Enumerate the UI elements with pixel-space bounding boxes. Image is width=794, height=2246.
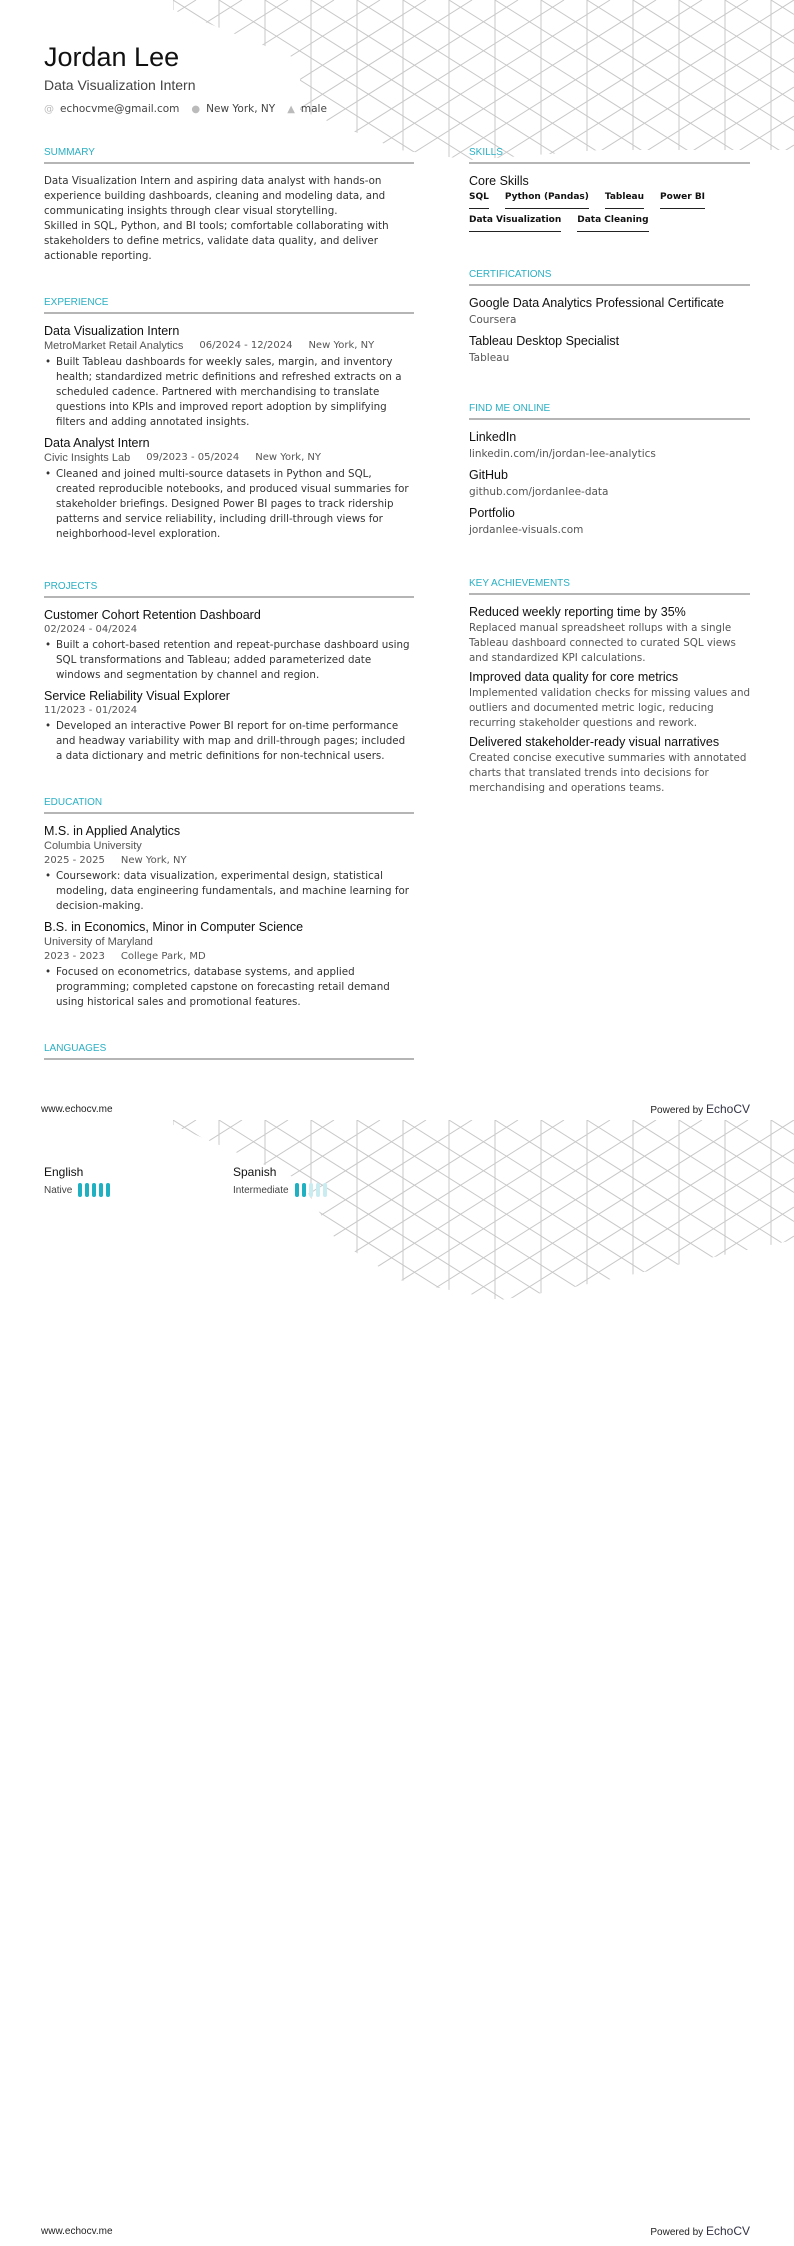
- email[interactable]: echocvme@gmail.com: [60, 103, 180, 115]
- bullet: • Built a cohort-based retention and repeat-purchase dashboard using SQL transformations and Tableau; added parameterized date windows and segmentation by channel and region.: [44, 638, 414, 683]
- person-icon: ▲: [287, 104, 295, 115]
- company: MetroMarket Retail Analytics: [44, 340, 184, 352]
- section-heading: SUMMARY: [44, 147, 414, 164]
- project-title: Customer Cohort Retention Dashboard: [44, 608, 261, 622]
- powered-by-label: Powered by: [650, 1105, 704, 1116]
- language-name: Spanish: [233, 1165, 277, 1179]
- language-level: Native: [44, 1184, 73, 1196]
- achievement-title: Reduced weekly reporting time by 35%: [469, 605, 686, 619]
- language-name: English: [44, 1165, 84, 1179]
- level-bar: [316, 1183, 320, 1197]
- certification-issuer: Coursera: [469, 314, 517, 326]
- dates: 06/2024 - 12/2024: [199, 340, 293, 351]
- skill-group-title: Core Skills: [469, 174, 529, 188]
- skill-tag: SQL: [469, 192, 489, 209]
- brand-logo: EchoCV: [705, 1102, 750, 1116]
- section-heading: PROJECTS: [44, 581, 414, 598]
- level-bar: [85, 1183, 89, 1197]
- location-pin-icon: ●: [191, 104, 201, 115]
- skill-tag: Tableau: [605, 192, 644, 209]
- certification-name: Google Data Analytics Professional Certificate: [469, 296, 724, 310]
- certification-name: Tableau Desktop Specialist: [469, 334, 620, 348]
- level-bar: [106, 1183, 110, 1197]
- bullet: • Focused on econometrics, database systems, and applied programming; completed capstone on forecasting retail demand using historical sales and promotional features.: [44, 965, 414, 1010]
- achievement-title: Improved data quality for core metrics: [469, 670, 679, 684]
- at-icon: @: [44, 104, 54, 115]
- bullet: • Coursework: data visualization, experimental design, statistical modeling, data engineering fundamentals, and machine learning for decision-making.: [44, 869, 414, 914]
- degree: B.S. in Economics, Minor in Computer Science: [44, 920, 304, 934]
- skill-list: [469, 192, 750, 232]
- achievement-title: Delivered stakeholder-ready visual narratives: [469, 735, 720, 749]
- location: New York, NY: [206, 103, 276, 115]
- link-url[interactable]: linkedin.com/in/jordan-lee-analytics: [469, 448, 656, 460]
- education-item: [44, 824, 414, 914]
- experience-section: [44, 297, 414, 548]
- location: New York, NY: [308, 340, 375, 351]
- projects-section: [44, 581, 414, 770]
- experience-item: [44, 324, 414, 430]
- education-section: [44, 797, 414, 1016]
- level-bar: [295, 1183, 299, 1197]
- school: University of Maryland: [44, 936, 153, 948]
- level-bar: [99, 1183, 103, 1197]
- skill-tag: Power BI: [660, 192, 705, 209]
- level-bar: [302, 1183, 306, 1197]
- link-url[interactable]: github.com/jordanlee-data: [469, 486, 609, 498]
- footer-site[interactable]: www.echocv.me: [41, 1104, 113, 1115]
- location: New York, NY: [120, 855, 187, 866]
- section-heading: EXPERIENCE: [44, 297, 414, 314]
- powered-by-label: Powered by: [650, 2227, 704, 2238]
- link-label: GitHub: [469, 468, 508, 482]
- summary-text: Data Visualization Intern and aspiring data analyst with hands-on experience building dashboards, cleaning and modeling data, and communicating insights through clear visual storytelling.: [44, 175, 386, 217]
- section-heading: CERTIFICATIONS: [469, 269, 750, 286]
- brand-logo: EchoCV: [705, 2224, 750, 2238]
- achievement-desc: Implemented validation checks for missing values and outliers and documented metric logic, reducing recurring stakeholder questions and rework.: [469, 687, 751, 729]
- location: New York, NY: [255, 452, 322, 463]
- achievements-section: [469, 578, 750, 796]
- section-heading: KEY ACHIEVEMENTS: [469, 578, 750, 595]
- bullet: • Built Tableau dashboards for weekly sales, margin, and inventory health; standardized metric definitions and refreshed extracts on a scheduled cadence. Partnered with merchandising to translate questions into KPIs and improved report adoption by simplifying filters and adding annotated insights.: [44, 355, 414, 430]
- school: Columbia University: [44, 840, 142, 852]
- skills-section: [469, 147, 750, 232]
- footer-site[interactable]: www.echocv.me: [41, 2226, 113, 2237]
- language-level-bars: [78, 1183, 110, 1197]
- certifications-section: [469, 269, 750, 372]
- dates: 2023 - 2023: [44, 951, 105, 962]
- level-bar: [78, 1183, 82, 1197]
- achievement-desc: Created concise executive summaries with annotated charts that translated trends into decisions for merchandising and operations teams.: [469, 752, 747, 794]
- bullet: • Cleaned and joined multi-source datasets in Python and SQL, created reproducible notebooks, and produced visual summaries for stakeholder briefings. Designed Power BI pages to track ridership patterns and service reliability, including drill-through views for neighborhood-level exploration.: [44, 467, 414, 542]
- candidate-name: Jordan Lee: [44, 42, 180, 72]
- level-bar: [309, 1183, 313, 1197]
- project-item: [44, 608, 414, 683]
- link-label: Portfolio: [469, 506, 515, 520]
- bullet: • Developed an interactive Power BI report for on-time performance and headway variability with map and drill-through pages; included a data dictionary and metric definitions for non-technical users.: [44, 719, 414, 764]
- language-level: Intermediate: [233, 1184, 289, 1196]
- achievement-desc: Replaced manual spreadsheet rollups with a single Tableau dashboard connected to curated SQL views and standardized KPI calculations.: [469, 622, 736, 664]
- certification-issuer: Tableau: [469, 352, 510, 364]
- project-title: Service Reliability Visual Explorer: [44, 689, 230, 703]
- company: Civic Insights Lab: [44, 452, 131, 464]
- gender: male: [300, 103, 327, 115]
- location: College Park, MD: [120, 951, 206, 962]
- dates: 02/2024 - 04/2024: [44, 624, 138, 635]
- languages-section: [44, 1043, 414, 1070]
- language-item: [44, 1165, 110, 1197]
- skill-tag: Python (Pandas): [505, 192, 589, 209]
- skill-tag: Data Cleaning: [577, 215, 648, 232]
- section-heading: SKILLS: [469, 147, 750, 164]
- link-url[interactable]: jordanlee-visuals.com: [469, 524, 584, 536]
- summary-text: Skilled in SQL, Python, and BI tools; comfortable collaborating with stakeholders to define metrics, validate data quality, and deliver actionable reporting.: [44, 220, 389, 262]
- online-section: [469, 403, 750, 544]
- job-title: Data Visualization Intern: [44, 324, 180, 338]
- footer-powered: [650, 2224, 750, 2238]
- dates: 09/2023 - 05/2024: [146, 452, 240, 463]
- language-item: [233, 1165, 327, 1197]
- level-bar: [323, 1183, 327, 1197]
- project-item: [44, 689, 414, 764]
- experience-item: [44, 436, 414, 542]
- language-level-bars: [295, 1183, 327, 1197]
- summary-section: [44, 147, 414, 264]
- link-label: LinkedIn: [469, 430, 517, 444]
- education-item: [44, 920, 414, 1010]
- section-heading: EDUCATION: [44, 797, 414, 814]
- dates: 11/2023 - 01/2024: [44, 705, 138, 716]
- background-pattern-page2: [0, 1120, 794, 1300]
- pattern-lines: [173, 1120, 794, 1300]
- section-heading: FIND ME ONLINE: [469, 403, 750, 420]
- footer-powered: [650, 1102, 750, 1116]
- section-heading: LANGUAGES: [44, 1043, 414, 1060]
- dates: 2025 - 2025: [44, 855, 105, 866]
- skill-tag: Data Visualization: [469, 215, 561, 232]
- candidate-title: Data Visualization Intern: [44, 77, 196, 93]
- pattern-lines: [173, 0, 794, 160]
- degree: M.S. in Applied Analytics: [44, 824, 181, 838]
- contact-row: [44, 103, 327, 115]
- level-bar: [92, 1183, 96, 1197]
- job-title: Data Analyst Intern: [44, 436, 150, 450]
